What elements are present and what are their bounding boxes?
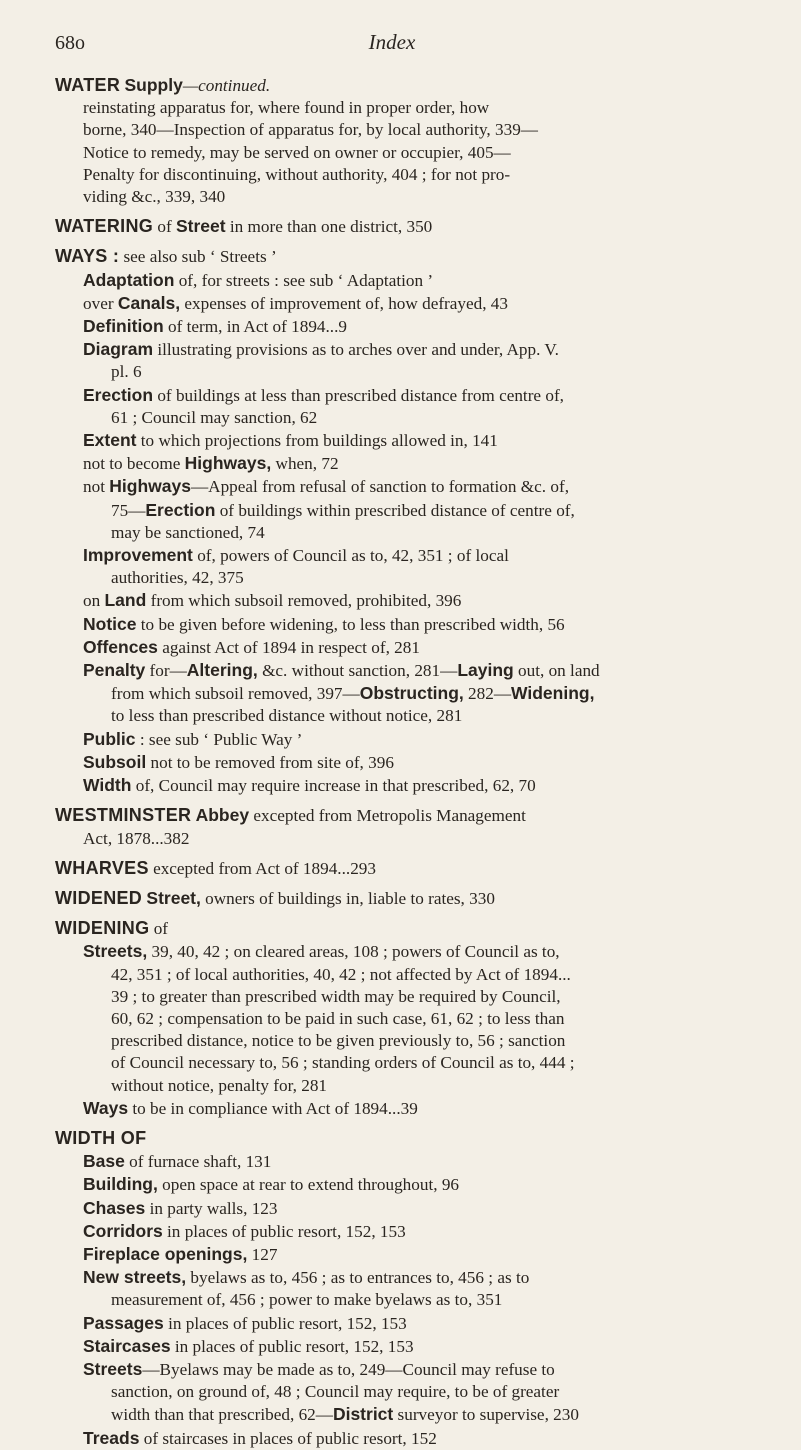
entry-watering: WATERING of Street in more than one district, 350 xyxy=(55,216,433,237)
sub-subsoil: Subsoil not to be removed from site of, 396 xyxy=(83,751,394,772)
entry-line: Notice to remedy, may be served on owner or occupier, 405— xyxy=(83,142,511,162)
entry-line: prescribed distance, notice to be given previously to, 56 ; sanction xyxy=(111,1031,566,1051)
entry-line: Act, 1878...382 xyxy=(83,828,190,848)
heading-westminster: WESTMINSTER xyxy=(55,805,192,826)
sub-new-streets: New streets, byelaws as to, 456 ; as to entrances to, 456 ; as to xyxy=(83,1267,530,1288)
sub-passages: Passages in places of public resort, 152, 153 xyxy=(83,1312,407,1333)
entry-line: borne, 340—Inspection of apparatus for, by local authority, 339— xyxy=(83,120,538,140)
entry-line: 61 ; Council may sanction, 62 xyxy=(111,407,318,427)
sub-adaptation: Adaptation of, for streets : see sub ‘ Adaptation ’ xyxy=(83,269,434,290)
sub-erection: Erection of buildings at less than prescribed distance from centre of, xyxy=(83,384,564,405)
running-head xyxy=(55,30,761,74)
entry-line: width than that prescribed, 62—District surveyor to supervise, 230 xyxy=(111,1404,579,1425)
entry-line: measurement of, 456 ; power to make byelaws as to, 351 xyxy=(111,1290,503,1310)
entry-line: of Council necessary to, 56 ; standing orders of Council as to, 444 ; xyxy=(111,1053,575,1073)
index-body xyxy=(55,74,761,1450)
entry-widened: WIDENED Street, owners of buildings in, liable to rates, 330 xyxy=(55,887,495,908)
sub-not-highways-appeal: not Highways—Appeal from refusal of sanction to formation &c. of, xyxy=(83,476,569,497)
entry-line: from which subsoil removed, 397—Obstructing, 282—Widening, xyxy=(111,683,595,704)
entry-line: sanction, on ground of, 48 ; Council may require, to be of greater xyxy=(111,1382,560,1402)
sub-fireplace: Fireplace openings, 127 xyxy=(83,1243,278,1264)
sub-diagram: Diagram illustrating provisions as to arches over and under, App. V. xyxy=(83,339,559,360)
sub-canals: over Canals, expenses of improvement of, how defrayed, 43 xyxy=(83,292,508,313)
sub-treads: Treads of staircases in places of public resort, 152 xyxy=(83,1427,437,1448)
sub-corridors: Corridors in places of public resort, 152, 153 xyxy=(83,1220,406,1241)
page-number: 68o xyxy=(55,32,85,54)
entry-line: 60, 62 ; compensation to be paid in such case, 61, 62 ; to less than xyxy=(111,1008,565,1028)
sub-staircases: Staircases in places of public resort, 152, 153 xyxy=(83,1335,414,1356)
sub-base: Base of furnace shaft, 131 xyxy=(83,1151,272,1172)
entry-widening: WIDENING of Streets, 39, 40, 42 ; on cleared areas, 108 ; powers of Council as to, 42, 351 ; of local authorities, 40, 42 ; not affected by Act of 1894... 39 ; to greater than prescribed width may be required by Council, 60, 62 ; compensation to be paid in such case, 61, 62 ; to less than prescribed distance, notice to be given previously to, 56 ; sanction of Council necessary to, 56 ; standing orders of Council as to, 444 ; without notice, penalty for, 281 Ways to be in compliance with Act of 1894...39 xyxy=(55,917,761,1120)
subheading-supply: Supply xyxy=(124,75,183,95)
sub-not-highways: not to become Highways, when, 72 xyxy=(83,453,339,474)
entry-ways: WAYS : see also sub ‘ Streets ’ Adaptation of, for streets : see sub ‘ Adaptation ’ over Canals, expenses of improvement of, how defrayed, 43 Definition of term, in Act of 1894...9 Diagram illustrating provisions as to arches over and under, App. V. pl. 6 Erection of buildings at less than prescribed distance from centre of, 61 ; Council may sanction, 62 Extent to which projections from buildings allowed in, 141 not to become Highways, when, 72 not Highways—Appeal from refusal of sanction to formation &c. of, 75—Erection of buildings within prescribed distance of centre of, may be sanctioned, 74 Improvement of, powers of Council as to, 42, 351 ; of local authorities, 42, 375 on Land from which subsoil removed, prohibited, 396 Notice to be given before widening, to less than prescribed width, 56 Offences against Act of 1894 in respect of, 281 Penalty for—Altering, &c. without sanction, 281—Laying out, on land from which subsoil removed, 397—Obstructing, 282—Widening, to less than prescribed distance without notice, 281 Public : see sub ‘ Public Way ’ Subsoil not to be removed from site of, 396 Width of, Council may require increase in that prescribed, 62, 70 xyxy=(55,245,761,797)
sub-public: Public : see sub ‘ Public Way ’ xyxy=(83,728,303,749)
sub-ways: Ways to be in compliance with Act of 1894...39 xyxy=(83,1097,418,1118)
sub-streets: Streets, 39, 40, 42 ; on cleared areas, 108 ; powers of Council as to, xyxy=(83,941,560,962)
sub-land: on Land from which subsoil removed, prohibited, 396 xyxy=(83,590,462,611)
entry-line: 75—Erection of buildings within prescribed distance of centre of, xyxy=(111,499,575,520)
heading-widening: WIDENING xyxy=(55,918,150,939)
heading-ways: WAYS : xyxy=(55,246,120,267)
sub-definition: Definition of term, in Act of 1894...9 xyxy=(83,316,347,337)
sub-building: Building, open space at rear to extend throughout, 96 xyxy=(83,1174,460,1195)
sub-chases: Chases in party walls, 123 xyxy=(83,1197,278,1218)
entry-width-of xyxy=(55,1127,761,1450)
entry-line: viding &c., 339, 340 xyxy=(83,187,226,207)
entry-line: authorities, 42, 375 xyxy=(111,568,244,588)
heading-widened: WIDENED xyxy=(55,887,143,908)
sub-extent: Extent to which projections from buildings allowed in, 141 xyxy=(83,430,498,451)
entry-line: 42, 351 ; of local authorities, 40, 42 ; not affected by Act of 1894... xyxy=(111,964,571,984)
entry-westminster: WESTMINSTER Abbey excepted from Metropolis Management Act, 1878...382 xyxy=(55,804,761,849)
heading-wharves: WHARVES xyxy=(55,857,149,878)
entry-line: Penalty for discontinuing, without authority, 404 ; for not pro- xyxy=(83,164,511,184)
running-title: Index xyxy=(368,30,416,54)
sub-width: Width of, Council may require increase in that prescribed, 62, 70 xyxy=(83,775,536,796)
entry-line: without notice, penalty for, 281 xyxy=(111,1075,328,1095)
sub-improvement: Improvement of, powers of Council as to, 42, 351 ; of local xyxy=(83,545,509,566)
heading-width-of: WIDTH OF xyxy=(55,1127,147,1148)
sub-notice: Notice to be given before widening, to less than prescribed width, 56 xyxy=(83,613,565,634)
entry-line: pl. 6 xyxy=(111,362,142,382)
entry-line: to less than prescribed distance without notice, 281 xyxy=(111,706,463,726)
entry-water xyxy=(55,74,761,208)
sub-offences: Offences against Act of 1894 in respect of, 281 xyxy=(83,636,420,657)
sub-streets-width: Streets—Byelaws may be made as to, 249—Council may refuse to xyxy=(83,1358,555,1379)
entry-line: 39 ; to greater than prescribed width may be required by Council, xyxy=(111,986,561,1006)
entry-line: reinstating apparatus for, where found in proper order, how xyxy=(83,98,490,118)
continued-note: —continued. xyxy=(182,76,271,95)
entry-line: may be sanctioned, 74 xyxy=(111,522,265,542)
entry-wharves: WHARVES excepted from Act of 1894...293 xyxy=(55,857,376,878)
heading-watering: WATERING xyxy=(55,216,154,237)
heading-water: WATER xyxy=(55,75,121,95)
sub-penalty: Penalty for—Altering, &c. without sanction, 281—Laying out, on land xyxy=(83,660,600,681)
subheading-street: Street xyxy=(175,216,226,237)
